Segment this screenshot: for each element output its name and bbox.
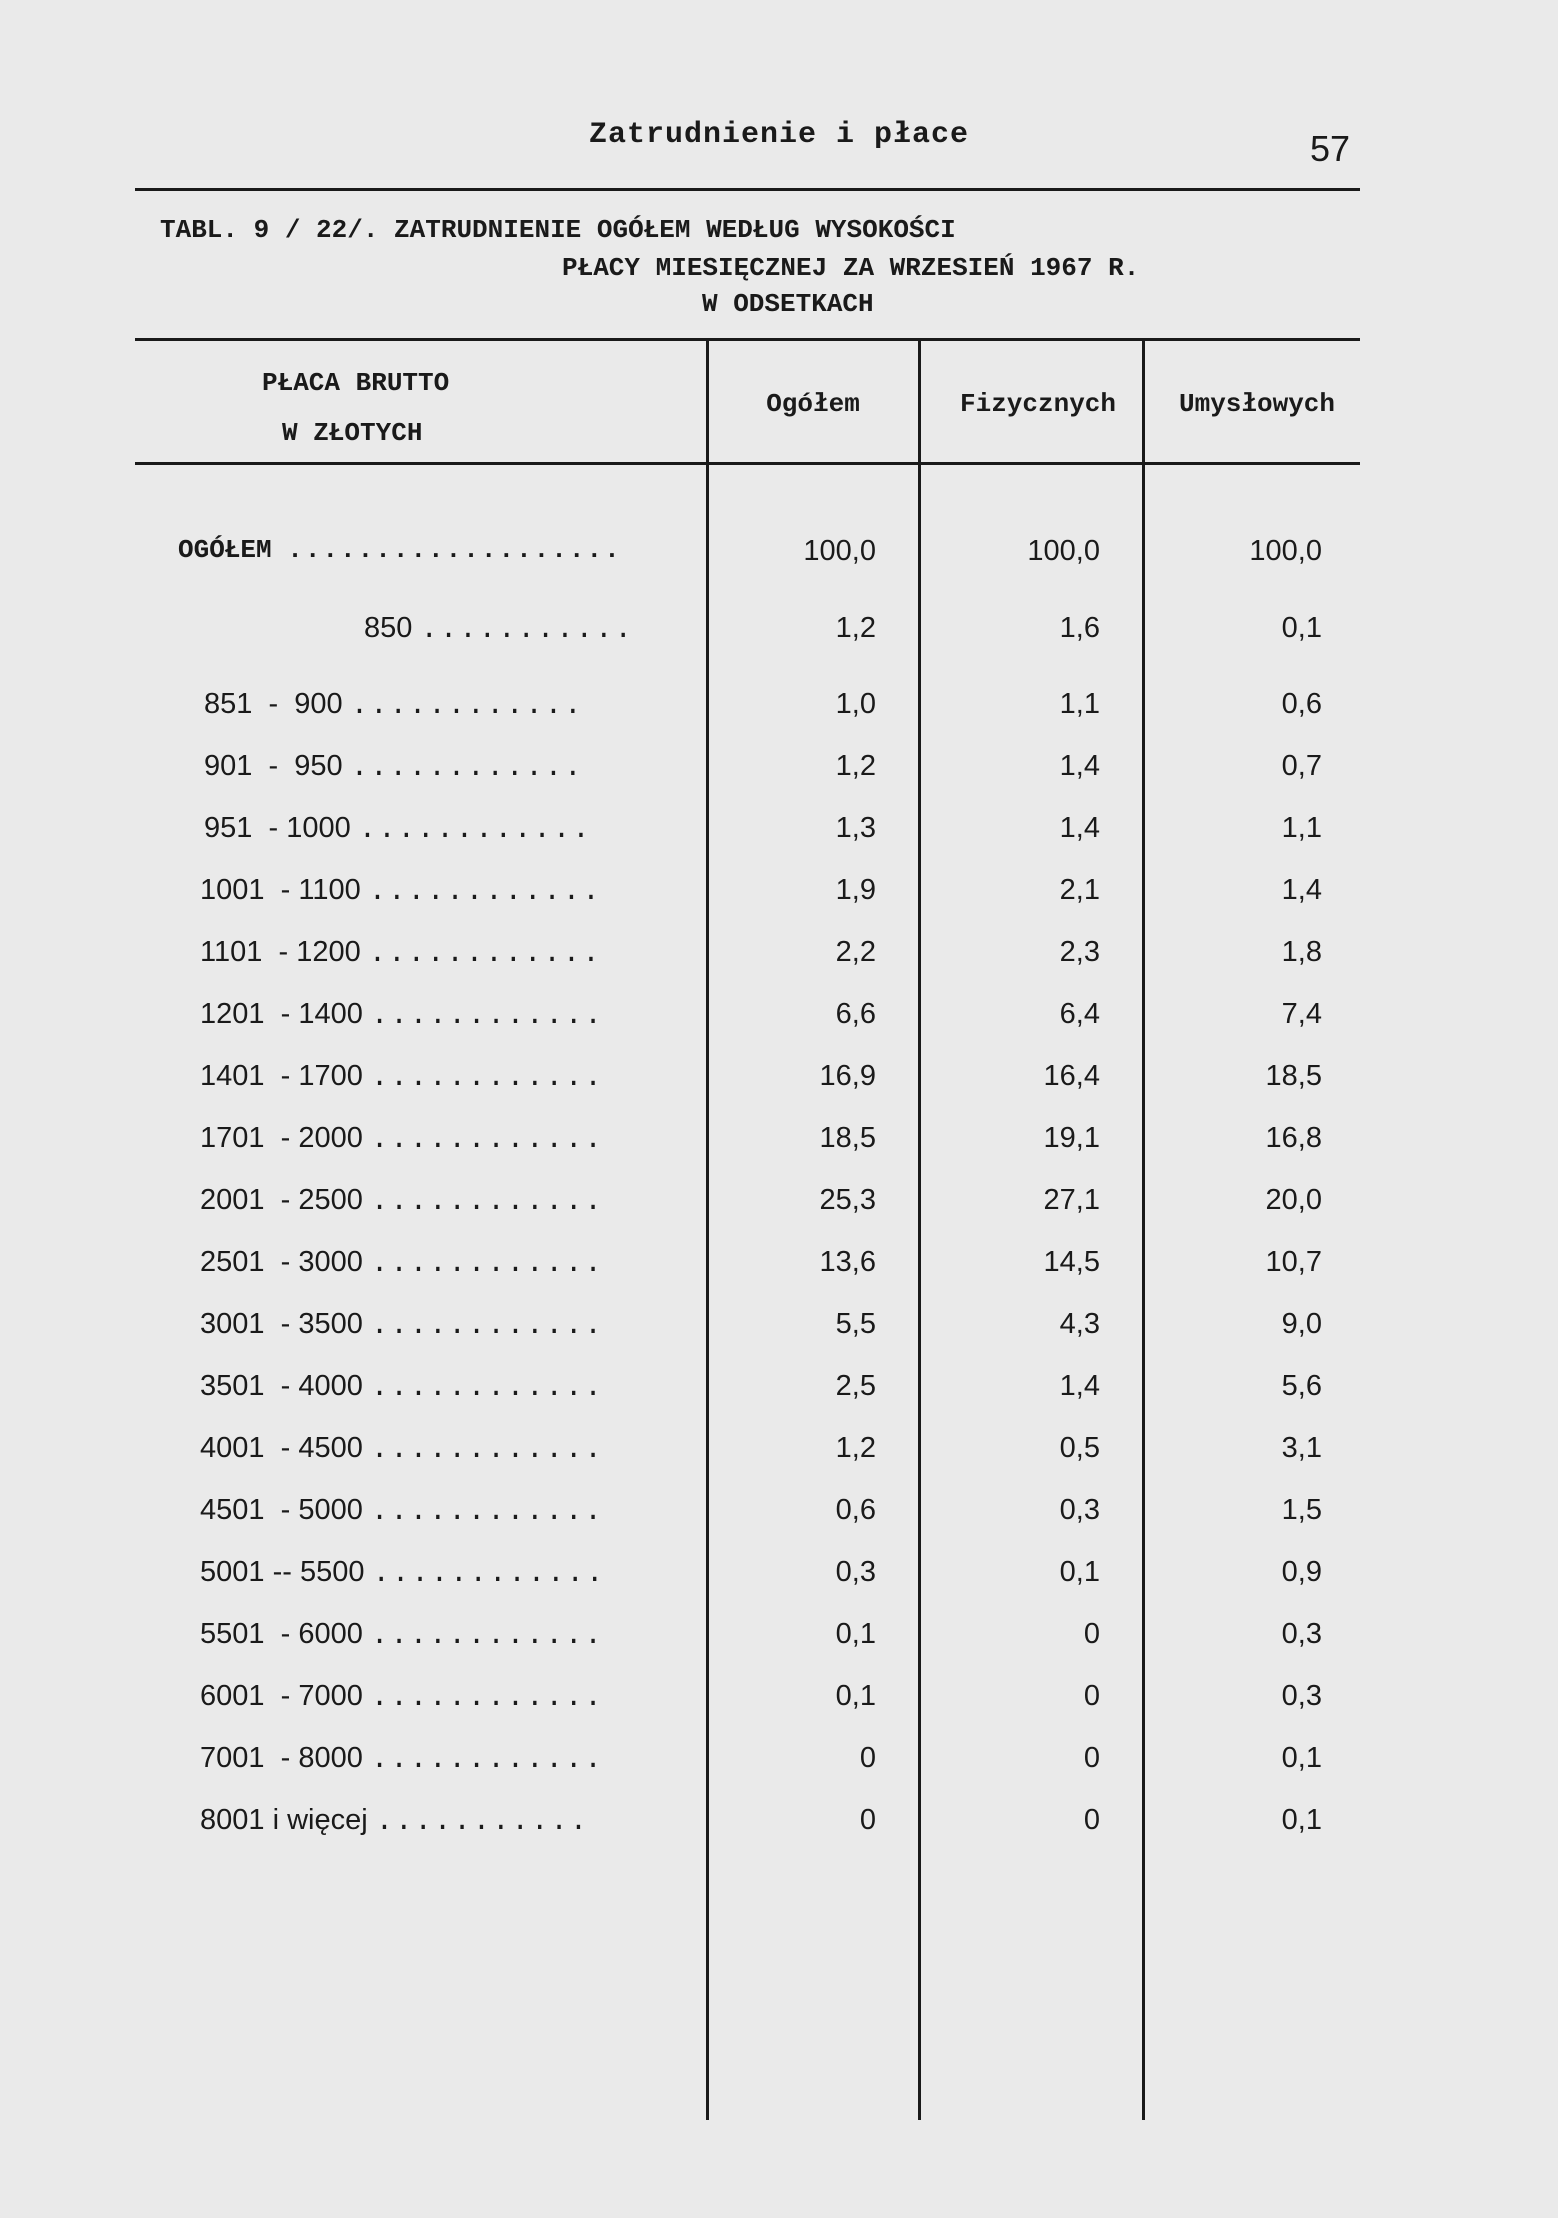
table-row: [0, 1308, 1558, 1348]
header-bottom-rule: [135, 462, 1360, 465]
cell-c1: 100,0: [803, 535, 876, 567]
row-label-text: 851 - 900: [204, 688, 343, 720]
table-row: [0, 936, 1558, 976]
row-label: [204, 688, 584, 722]
cell-c3: 16,8: [1265, 1122, 1322, 1154]
row-label: [200, 1246, 604, 1280]
stub-header-line-2: W ZŁOTYCH: [282, 418, 423, 448]
cell-c1: 2,2: [835, 936, 876, 968]
column-divider-3: [1142, 338, 1145, 2120]
row-leader-dots: ............: [370, 1433, 604, 1466]
page-number: 57: [1310, 128, 1351, 169]
row-label: [200, 1122, 604, 1156]
table-row: [0, 1742, 1558, 1782]
cell-c3: 0,1: [1281, 612, 1322, 644]
row-label: [200, 1556, 605, 1590]
cell-c1: 1,0: [835, 688, 876, 720]
caption-line-1: [160, 212, 956, 248]
cell-c3: 3,1: [1281, 1432, 1322, 1464]
row-label: [200, 1742, 604, 1776]
row-label: [178, 535, 622, 565]
row-label-text: 1201 - 1400: [200, 998, 363, 1030]
row-label: [200, 1060, 604, 1094]
column-divider-2: [918, 338, 921, 2120]
table-row: [0, 535, 1558, 575]
cell-c1: 0,3: [835, 1556, 876, 1588]
row-label-text: 4501 - 5000: [200, 1494, 363, 1526]
row-label-text: 2001 - 2500: [200, 1184, 363, 1216]
row-leader-dots: ...........: [420, 613, 634, 646]
table-row: [0, 1804, 1558, 1844]
cell-c3: 0,1: [1281, 1742, 1322, 1774]
table-row: [0, 812, 1558, 852]
row-label-text: 901 - 950: [204, 750, 343, 782]
row-label-text: 3501 - 4000: [200, 1370, 363, 1402]
cell-c2: 27,1: [1043, 1184, 1100, 1216]
cell-c3: 0,6: [1281, 688, 1322, 720]
row-leader-dots: ............: [370, 1185, 604, 1218]
cell-c1: 13,6: [819, 1246, 876, 1278]
row-label-text: 5501 - 6000: [200, 1618, 363, 1650]
row-leader-dots: ............: [370, 1743, 604, 1776]
cell-c2: 1,4: [1059, 812, 1100, 844]
cell-c2: 0,5: [1059, 1432, 1100, 1464]
caption-label: TABL. 9 / 22/.: [160, 215, 379, 245]
cell-c2: 0,3: [1059, 1494, 1100, 1526]
cell-c3: 9,0: [1281, 1308, 1322, 1340]
cell-c1: 0: [859, 1804, 876, 1836]
cell-c3: 20,0: [1265, 1184, 1322, 1216]
cell-c3: 7,4: [1281, 998, 1322, 1030]
cell-c2: 1,1: [1059, 688, 1100, 720]
row-label-text: 8001 i więcej: [200, 1804, 368, 1836]
table-row: [0, 1370, 1558, 1410]
row-leader-dots: ............: [368, 875, 602, 908]
cell-c2: 100,0: [1027, 535, 1100, 567]
table-row: [0, 1432, 1558, 1472]
row-leader-dots: ............: [368, 937, 602, 970]
row-label: [200, 1184, 604, 1218]
cell-c2: 6,4: [1059, 998, 1100, 1030]
row-label: [200, 998, 604, 1032]
row-label: [204, 812, 592, 846]
cell-c1: 25,3: [819, 1184, 876, 1216]
cell-c1: 6,6: [835, 998, 876, 1030]
cell-c2: 2,3: [1059, 936, 1100, 968]
cell-c3: 1,5: [1281, 1494, 1322, 1526]
cell-c1: 2,5: [835, 1370, 876, 1402]
cell-c1: 0: [859, 1742, 876, 1774]
cell-c2: 0: [1083, 1618, 1100, 1650]
row-label-text: 1001 - 1100: [200, 874, 361, 906]
column-divider-1: [706, 338, 709, 2120]
cell-c3: 100,0: [1249, 535, 1322, 567]
row-leader-dots: ............: [370, 1371, 604, 1404]
caption-line-3: W ODSETKACH: [702, 289, 874, 319]
cell-c2: 0: [1083, 1804, 1100, 1836]
row-leader-dots: ............: [350, 689, 584, 722]
table-row: [0, 1122, 1558, 1162]
row-label-text: 1401 - 1700: [200, 1060, 363, 1092]
column-header-ogolem: Ogółem: [766, 389, 860, 419]
row-leader-dots: ............: [358, 813, 592, 846]
row-label-text: 850: [364, 612, 413, 644]
cell-c3: 5,6: [1281, 1370, 1322, 1402]
header-top-rule: [135, 338, 1360, 341]
row-label: [200, 1370, 604, 1404]
cell-c1: 16,9: [819, 1060, 876, 1092]
table-row: [0, 1060, 1558, 1100]
stub-header-line-1: PŁACA BRUTTO: [262, 368, 450, 398]
cell-c3: 1,4: [1281, 874, 1322, 906]
table-row: [0, 998, 1558, 1038]
top-rule: [135, 188, 1360, 191]
row-leader-dots: ............: [350, 751, 584, 784]
cell-c2: 14,5: [1043, 1246, 1100, 1278]
cell-c1: 0,1: [835, 1680, 876, 1712]
row-label: [204, 750, 584, 784]
row-label: [200, 936, 602, 970]
row-leader-dots: ............: [370, 1123, 604, 1156]
table-row: [0, 1494, 1558, 1534]
cell-c1: 1,3: [835, 812, 876, 844]
row-label-text: 951 - 1000: [204, 812, 351, 844]
row-leader-dots: ............: [370, 1681, 604, 1714]
cell-c1: 1,2: [835, 612, 876, 644]
row-leader-dots: ............: [370, 1619, 604, 1652]
cell-c3: 1,8: [1281, 936, 1322, 968]
cell-c3: 10,7: [1265, 1246, 1322, 1278]
row-label: [200, 1308, 604, 1342]
caption-line-2: PŁACY MIESIĘCZNEJ ZA WRZESIEŃ 1967 R.: [562, 253, 1140, 283]
cell-c1: 1,2: [835, 750, 876, 782]
table-row: [0, 1618, 1558, 1658]
row-label-text: 2501 - 3000: [200, 1246, 363, 1278]
running-head: Zatrudnienie i płace: [588, 118, 970, 152]
cell-c3: 0,3: [1281, 1680, 1322, 1712]
cell-c2: 1,4: [1059, 1370, 1100, 1402]
cell-c2: 16,4: [1043, 1060, 1100, 1092]
cell-c3: 0,9: [1281, 1556, 1322, 1588]
row-label-text: 3001 - 3500: [200, 1308, 363, 1340]
cell-c3: 18,5: [1265, 1060, 1322, 1092]
row-label: [200, 874, 602, 908]
row-label-text: 7001 - 8000: [200, 1742, 363, 1774]
table-row: [0, 874, 1558, 914]
cell-c3: 0,3: [1281, 1618, 1322, 1650]
cell-c1: 0,6: [835, 1494, 876, 1526]
table-row: [0, 750, 1558, 790]
cell-c2: 19,1: [1043, 1122, 1100, 1154]
row-label-text: 4001 - 4500: [200, 1432, 363, 1464]
row-label: [200, 1804, 589, 1838]
row-label: [364, 612, 634, 646]
row-label-text: 6001 - 7000: [200, 1680, 363, 1712]
cell-c3: 0,1: [1281, 1804, 1322, 1836]
cell-c1: 1,9: [835, 874, 876, 906]
cell-c3: 1,1: [1281, 812, 1322, 844]
table-row: [0, 1556, 1558, 1596]
table-row: [0, 1246, 1558, 1286]
row-label-text: 1701 - 2000: [200, 1122, 363, 1154]
row-label: [200, 1618, 604, 1652]
cell-c1: 0,1: [835, 1618, 876, 1650]
table-row: [0, 1184, 1558, 1224]
caption-title-1: ZATRUDNIENIE OGÓŁEM WEDŁUG WYSOKOŚCI: [394, 215, 956, 245]
row-label: [200, 1494, 604, 1528]
row-leader-dots: ...........: [375, 1805, 590, 1838]
cell-c2: 0: [1083, 1742, 1100, 1774]
cell-c2: 0,1: [1059, 1556, 1100, 1588]
row-label: [200, 1432, 604, 1466]
row-leader-dots: ............: [372, 1557, 606, 1590]
row-label-text: 5001 -- 5500: [200, 1556, 365, 1588]
row-leader-dots: ...................: [287, 535, 622, 565]
row-label-text: OGÓŁEM: [178, 535, 272, 565]
column-header-umyslowych: Umysłowych: [1178, 389, 1336, 419]
row-leader-dots: ............: [370, 1247, 604, 1280]
table-row: [0, 612, 1558, 652]
cell-c2: 0: [1083, 1680, 1100, 1712]
row-label-text: 1101 - 1200: [200, 936, 361, 968]
cell-c2: 1,4: [1059, 750, 1100, 782]
row-label: [200, 1680, 604, 1714]
row-leader-dots: ............: [370, 999, 604, 1032]
cell-c2: 1,6: [1059, 612, 1100, 644]
column-header-fizycznych: Fizycznych: [959, 389, 1117, 419]
cell-c2: 4,3: [1059, 1308, 1100, 1340]
table-row: [0, 688, 1558, 728]
row-leader-dots: ............: [370, 1495, 604, 1528]
table-row: [0, 1680, 1558, 1720]
cell-c1: 1,2: [835, 1432, 876, 1464]
row-leader-dots: ............: [370, 1309, 604, 1342]
cell-c1: 5,5: [835, 1308, 876, 1340]
cell-c3: 0,7: [1281, 750, 1322, 782]
cell-c1: 18,5: [819, 1122, 876, 1154]
cell-c2: 2,1: [1059, 874, 1100, 906]
table-caption: [160, 212, 1140, 319]
row-leader-dots: ............: [370, 1061, 604, 1094]
